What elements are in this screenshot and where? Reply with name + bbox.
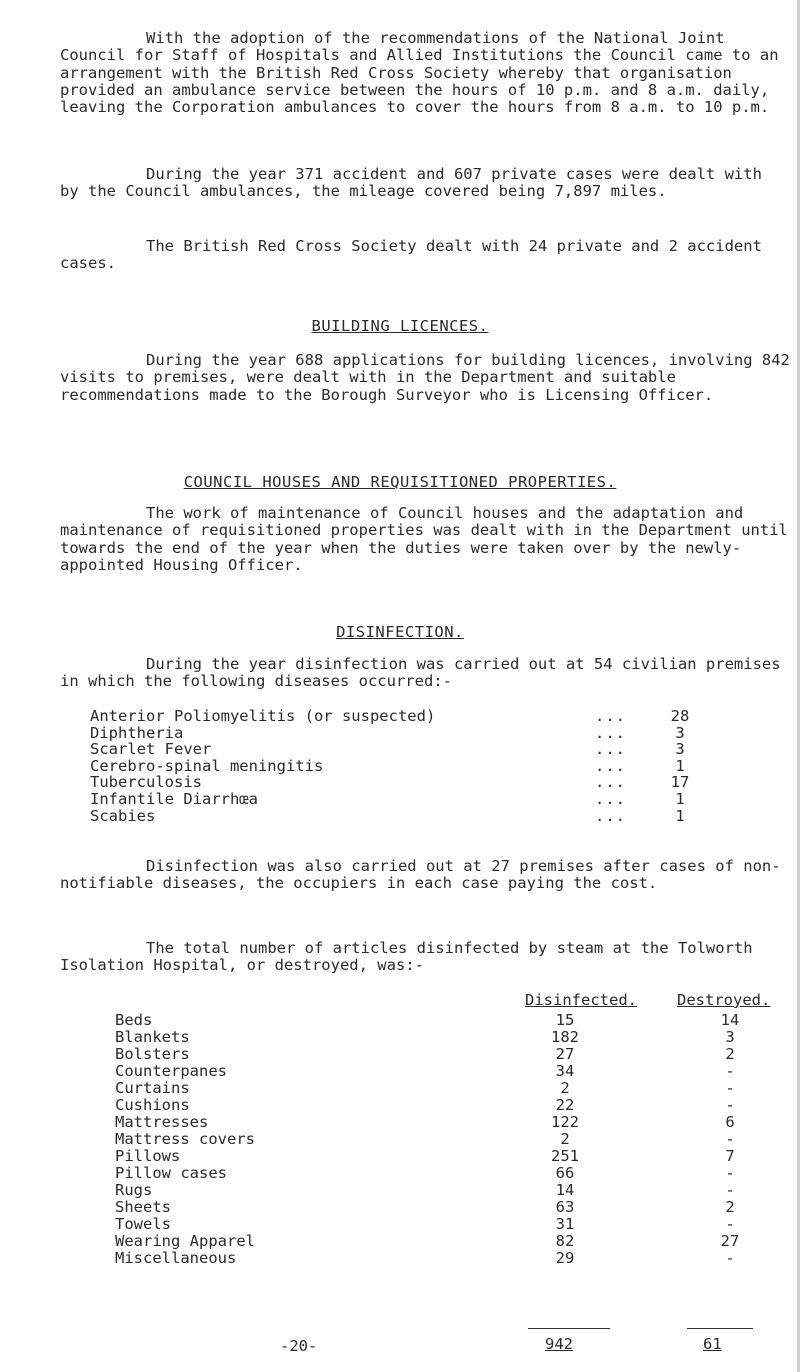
article-name: Mattresses [115,1113,209,1131]
destroyed-cell: 2 [725,1045,735,1063]
leader-dots: ... [595,756,626,775]
table-row [115,1114,780,1131]
table-row [115,1233,780,1250]
table-row [115,1131,780,1148]
disinfected-cell: 27 [555,1045,575,1063]
articles-table [115,1012,780,1267]
destroyed-cell: 27 [720,1232,740,1250]
leader-dots: ... [595,806,626,825]
disinfected-cell: 15 [555,1011,575,1029]
disinfected-cell: 82 [555,1232,575,1250]
table-row [115,1199,780,1216]
disinfected-cell: 182 [551,1028,579,1046]
disease-count: 1 [675,789,685,808]
disease-list [90,708,730,824]
destroyed-cell: - [725,1062,735,1080]
leader-dots: ... [595,773,626,792]
disinfected-cell: 63 [555,1198,575,1216]
table-row [115,1080,780,1097]
disease-name: Infantile Diarrhœa [90,789,258,808]
leader-dots: ... [595,723,626,742]
ambulance-cases-paragraph: During the year 371 accident and 607 private cases were dealt with by the Council ambulances, the mileage covered being 7,897 miles. [60,165,762,201]
table-row [115,1250,780,1267]
table-row [115,1063,780,1080]
disinfected-cell: 251 [551,1147,579,1165]
table-row [115,1148,780,1165]
disinfected-cell: 29 [555,1249,575,1267]
table-row [115,1165,780,1182]
table-row [115,1046,780,1063]
article-name: Rugs [115,1181,153,1199]
article-name: Bolsters [115,1045,190,1063]
destroyed-cell: - [725,1215,735,1233]
disease-name: Scarlet Fever [90,740,212,759]
disinfected-column-header: Disinfected. [525,991,637,1009]
disease-name: Cerebro-spinal meningitis [90,756,324,775]
disinfected-cell: 66 [555,1164,575,1182]
total-disinfected: 942 [545,1335,573,1353]
leader-dots: ... [595,707,626,725]
list-item [90,808,730,825]
table-row [115,1029,780,1046]
article-name: Miscellaneous [115,1249,237,1267]
destroyed-cell: 6 [725,1113,735,1131]
red-cross-paragraph: The British Red Cross Society dealt with 24 private and 2 accident cases. [60,237,762,273]
leader-dots: ... [595,740,626,759]
council-houses-paragraph: The work of maintenance of Council houses and the adaptation and maintenance of requisitioned properties was dealt with in the Department until towards the end of the year when the duties were taken over by the newly-appointed Housing Officer. [60,504,788,575]
article-name: Cushions [115,1096,190,1114]
leader-dots: ... [595,789,626,808]
destroyed-cell: - [725,1096,735,1114]
ambulance-paragraph: With the adoption of the recommendations of the National Joint Council for Staff of Hospitals and Allied Institutions the Council came to an arrangement with the British Red Cross Society whereby that organisation provided an ambulance service between the hours of 10 p.m. and 8 a.m. daily, leaving the Corporation ambulances to cover the hours from 8 a.m. to 10 p.m. [60,29,779,117]
destroyed-cell: - [725,1164,735,1182]
page-number: -20- [280,1337,318,1355]
destroyed-cell: - [725,1249,735,1267]
article-name: Pillow cases [115,1164,227,1182]
disinfected-cell: 14 [555,1181,575,1199]
destroyed-column-header: Destroyed. [677,991,771,1009]
disease-name: Anterior Poliomyelitis (or suspected) [90,707,436,725]
article-name: Beds [115,1011,153,1029]
destroyed-cell: - [725,1079,735,1097]
disease-name: Tuberculosis [90,773,202,792]
list-item [90,741,730,758]
list-item [90,725,730,742]
disease-count: 1 [675,756,685,775]
disease-name: Scabies [90,806,156,825]
table-row [115,1012,780,1029]
article-name: Counterpanes [115,1062,227,1080]
disinfected-cell: 2 [560,1079,570,1097]
total-rule-disinfected [528,1328,610,1329]
article-name: Mattress covers [115,1130,255,1148]
disinfection-paragraph: During the year disinfection was carried out at 54 civilian premises in which the following diseases occurred:- [60,655,781,691]
list-item [90,791,730,808]
building-licences-heading: BUILDING LICENCES. [311,317,489,335]
article-name: Sheets [115,1198,171,1216]
destroyed-cell: 3 [725,1028,735,1046]
council-houses-heading: COUNCIL HOUSES AND REQUISITIONED PROPERTIES. [183,473,617,491]
steam-disinfection-paragraph: The total number of articles disinfected by steam at the Tolworth Isolation Hospital, or destroyed, was:- [60,939,753,975]
total-destroyed: 61 [703,1335,722,1353]
disease-count: 17 [670,773,690,792]
article-name: Wearing Apparel [115,1232,255,1250]
destroyed-cell: 14 [720,1011,740,1029]
disease-count: 3 [675,740,685,759]
disinfection-heading: DISINFECTION. [336,623,464,641]
destroyed-cell: 2 [725,1198,735,1216]
disease-count: 3 [675,723,685,742]
total-rule-destroyed [687,1328,753,1329]
table-row [115,1097,780,1114]
disease-count: 1 [675,806,685,825]
article-name: Blankets [115,1028,190,1046]
article-name: Towels [115,1215,171,1233]
list-item [90,708,730,725]
disinfected-cell: 2 [560,1130,570,1148]
disinfected-cell: 122 [551,1113,579,1131]
destroyed-cell: - [725,1181,735,1199]
table-row [115,1216,780,1233]
disinfected-cell: 31 [555,1215,575,1233]
disease-count: 28 [670,707,690,725]
list-item [90,774,730,791]
building-licences-paragraph: During the year 688 applications for building licences, involving 842 visits to premises, were dealt with in the Department and suitable recommendations made to the Borough Surveyor who is Licensing Officer. [60,351,790,404]
non-notifiable-paragraph: Disinfection was also carried out at 27 premises after cases of non-notifiable diseases, the occupiers in each case paying the cost. [60,857,781,893]
destroyed-cell: - [725,1130,735,1148]
article-name: Curtains [115,1079,190,1097]
table-row [115,1182,780,1199]
disease-name: Diphtheria [90,723,184,742]
disinfected-cell: 22 [555,1096,575,1114]
list-item [90,758,730,775]
article-name: Pillows [115,1147,181,1165]
destroyed-cell: 7 [725,1147,735,1165]
disinfected-cell: 34 [555,1062,575,1080]
